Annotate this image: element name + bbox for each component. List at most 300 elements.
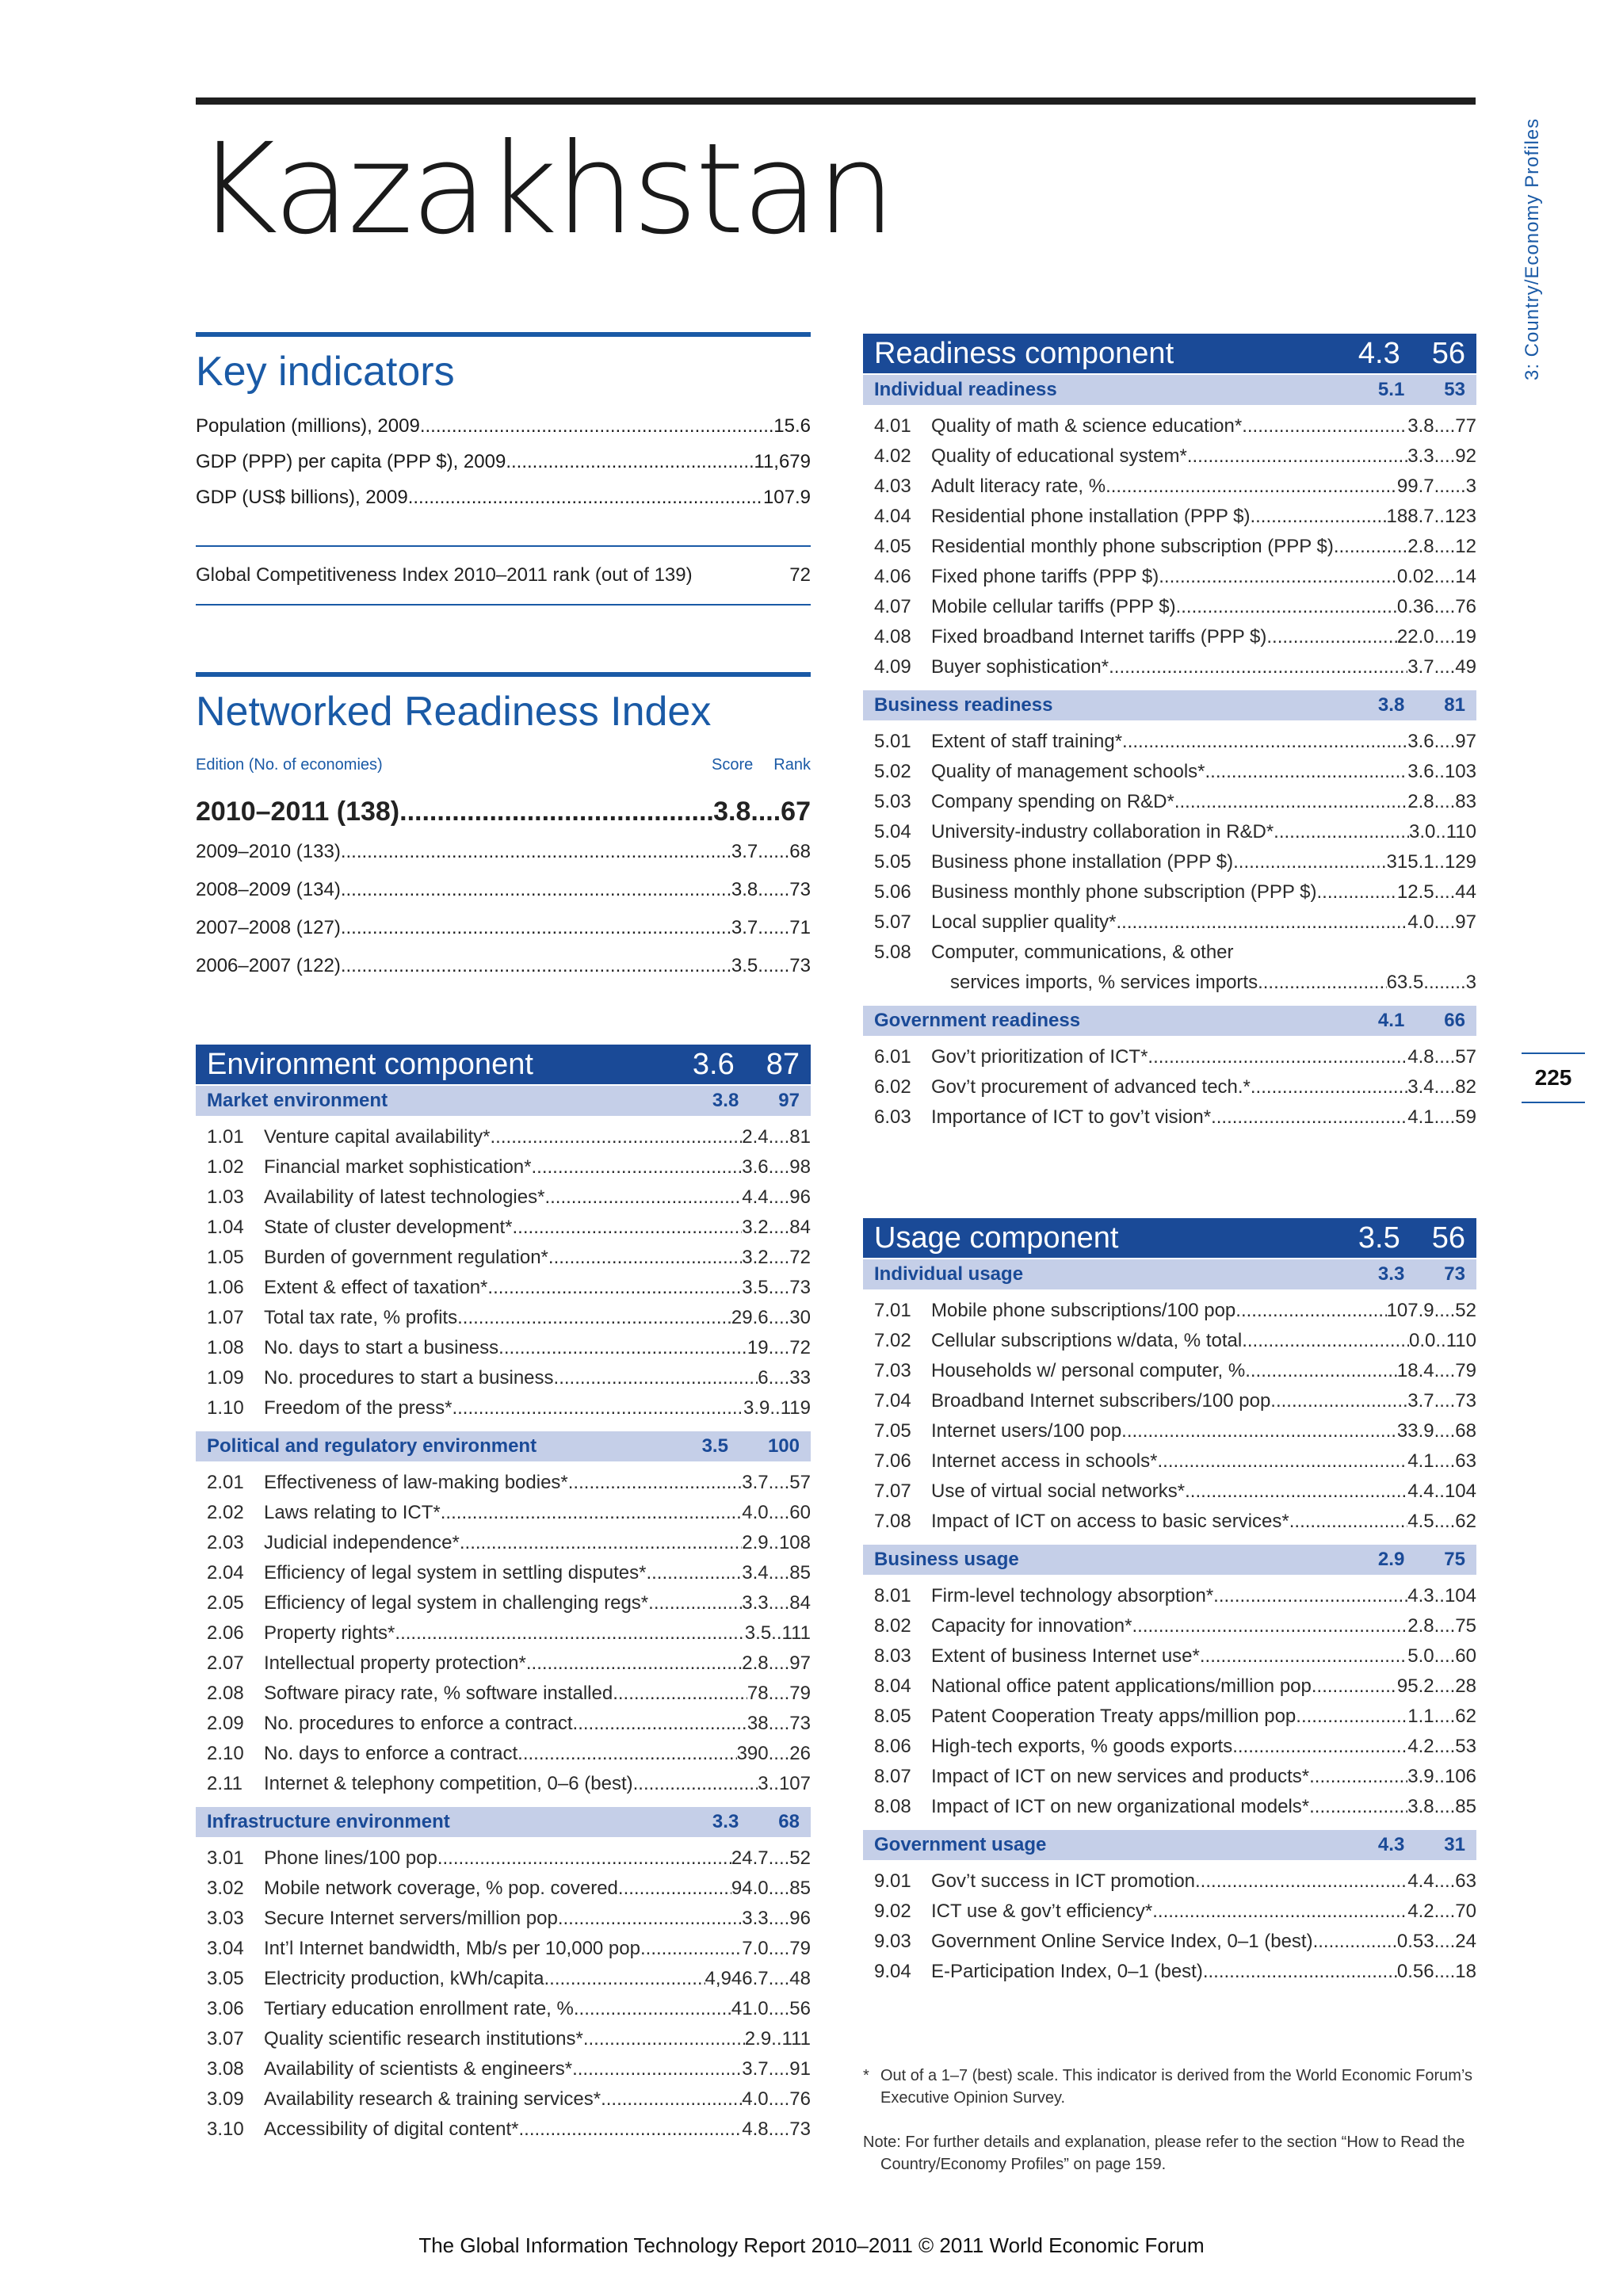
- indicator-score: 3.2: [742, 1217, 769, 1238]
- subindex-header: [863, 1830, 1476, 1860]
- indicator-rank: 24: [1455, 1931, 1476, 1952]
- indicator-label: University-industry collaboration in R&D*: [931, 821, 1274, 842]
- indicator-rank: 14: [1455, 566, 1476, 587]
- indicator-rank: 79: [789, 1683, 811, 1704]
- indicator-score: 3: [758, 1773, 769, 1794]
- indicator-score: 3.2: [742, 1247, 769, 1268]
- indicator-row: 1.03 Availability of latest technologies* ..... 4.4 .... 96: [196, 1182, 811, 1213]
- indicator-number: 3.08: [207, 2058, 244, 2080]
- indicator-label: High-tech exports, % goods exports: [931, 1736, 1233, 1757]
- indicator-rank: 33: [789, 1367, 811, 1389]
- indicator-row: 8.02 Capacity for innovation* ..... 2.8 .... 75: [863, 1611, 1476, 1641]
- indicator-score: 0.53: [1396, 1931, 1434, 1952]
- component-title: Readiness component: [874, 336, 1174, 370]
- indicator-label: Gov’t procurement of advanced tech.*: [931, 1076, 1251, 1098]
- indicator-number: 4.07: [874, 596, 911, 617]
- indicator-score: 3.7: [1407, 1390, 1434, 1412]
- indicator-label: Electricity production, kWh/capita: [264, 1968, 544, 1989]
- indicator-label: Accessibility of digital content*: [264, 2118, 519, 2140]
- indicator-score: 3.0: [1409, 821, 1436, 842]
- indicator-label: Extent & effect of taxation*: [264, 1277, 488, 1298]
- indicator-rank: 73: [789, 1277, 811, 1298]
- indicator-rank: 52: [1455, 1300, 1476, 1321]
- nri-history-row: 2006–2007 (122) ..... 3.5 ...... 73: [196, 947, 811, 985]
- indicator-score: 3.3: [742, 1908, 769, 1929]
- indicator-label: Venture capital availability*: [264, 1126, 491, 1148]
- indicator-rank: 79: [1455, 1360, 1476, 1381]
- indicator-number: 8.03: [874, 1645, 911, 1667]
- indicator-score: 315.1: [1386, 851, 1434, 873]
- indicator-label: Quality of educational system*: [931, 445, 1187, 467]
- indicator-row: 1.09 No. procedures to start a business ..... 6 .... 33: [196, 1363, 811, 1393]
- indicator-number: 2.09: [207, 1713, 244, 1734]
- indicator-label: Financial market sophistication*: [264, 1156, 532, 1178]
- indicator-row: 1.08 No. days to start a business ..... 19 .... 72: [196, 1333, 811, 1363]
- indicator-score: 2.8: [1407, 536, 1434, 557]
- indicator-score: 107.9: [1386, 1300, 1434, 1321]
- indicator-number: 7.02: [874, 1330, 911, 1351]
- indicator-score: 94.0: [731, 1878, 769, 1899]
- indicator-label: Gov’t success in ICT promotion: [931, 1870, 1196, 1892]
- indicator-label-continued: services imports, % services imports: [950, 972, 1258, 993]
- indicator-number: 1.04: [207, 1217, 244, 1238]
- indicator-label: Company spending on R&D*: [931, 791, 1174, 812]
- indicator-rank: 85: [789, 1562, 811, 1584]
- indicator-rank: 18: [1455, 1961, 1476, 1982]
- indicator-label: Efficiency of legal system in challenging regs*: [264, 1592, 649, 1614]
- indicator-number: 4.01: [874, 415, 911, 437]
- indicator-rank: 72: [789, 1247, 811, 1268]
- indicator-row: 1.07 Total tax rate, % profits ..... 29.6 .... 30: [196, 1303, 811, 1333]
- sidebar-label: 3: Country/Economy Profiles: [1522, 117, 1543, 380]
- indicator-rank: 57: [789, 1472, 811, 1493]
- indicator-number: 3.09: [207, 2088, 244, 2110]
- indicator-row: 7.02 Cellular subscriptions w/data, % total ..... 0.0 .. 110: [863, 1326, 1476, 1356]
- indicator-label: Impact of ICT on new organizational models*: [931, 1796, 1310, 1817]
- indicator-row: 4.08 Fixed broadband Internet tariffs (PPP $) ..... 22.0 .... 19: [863, 622, 1476, 652]
- indicator-number: 5.02: [874, 761, 911, 782]
- indicator-label: Secure Internet servers/million pop.: [264, 1908, 563, 1929]
- subindex-title: Individual usage: [874, 1263, 1024, 1285]
- indicator-label: Local supplier quality*: [931, 911, 1117, 933]
- indicator-row: 5.02 Quality of management schools* ..... 3.6 .. 103: [863, 757, 1476, 787]
- component-score: 4.3: [1358, 336, 1400, 370]
- indicator-rank: 48: [789, 1968, 811, 1989]
- indicator-score: 3.4: [1407, 1076, 1434, 1098]
- subindex-header: [196, 1086, 811, 1116]
- indicator-row: 2.08 Software piracy rate, % software installed ..... 78 .... 79: [196, 1679, 811, 1709]
- indicator-number: 5.08: [874, 942, 911, 963]
- indicator-row: 7.03 Households w/ personal computer, % ..... 18.4 .... 79: [863, 1356, 1476, 1386]
- indicator-label: Residential phone installation (PPP $): [931, 506, 1251, 527]
- indicator-row: 7.07 Use of virtual social networks* ..... 4.4 .. 104: [863, 1477, 1476, 1507]
- indicator-score: 3.8: [1407, 1796, 1434, 1817]
- indicator-row: 3.10 Accessibility of digital content* ..... 4.8 .... 73: [196, 2115, 811, 2145]
- indicator-number: 4.02: [874, 445, 911, 467]
- indicator-number: 3.10: [207, 2118, 244, 2140]
- key-indicators-list: [196, 408, 811, 515]
- indicator-row: 2.01 Effectiveness of law-making bodies* ..... 3.7 .... 57: [196, 1468, 811, 1498]
- page-title: Kazakhstan: [196, 117, 894, 262]
- component-score: 3.5: [1358, 1221, 1400, 1255]
- indicator-score: 0.0: [1409, 1330, 1436, 1351]
- indicator-score: 29.6: [731, 1307, 769, 1328]
- indicator-list: [196, 1116, 811, 1423]
- indicator-row: [863, 938, 1476, 968]
- indicator-label: Mobile phone subscriptions/100 pop.: [931, 1300, 1241, 1321]
- indicator-rank: 56: [789, 1998, 811, 2019]
- indicator-row: 8.08 Impact of ICT on new organizational models* ..... 3.8 .... 85: [863, 1792, 1476, 1822]
- section-sidebar: [1522, 95, 1553, 380]
- indicator-score: 4.2: [1407, 1901, 1434, 1922]
- col-edition: Edition (No. of economies): [196, 756, 383, 774]
- indicator-rank: 81: [789, 1126, 811, 1148]
- subindex-title: Government usage: [874, 1834, 1047, 1855]
- indicator-label: Fixed broadband Internet tariffs (PPP $): [931, 626, 1267, 648]
- indicator-number: 1.05: [207, 1247, 244, 1268]
- indicator-label: Int’l Internet bandwidth, Mb/s per 10,000 pop: [264, 1938, 640, 1959]
- indicator-row: 3.06 Tertiary education enrollment rate, % ..... 41.0 .... 56: [196, 1994, 811, 2024]
- indicator-label: Internet access in schools*: [931, 1450, 1158, 1472]
- subindex-score: 3.8: [1377, 694, 1405, 716]
- indicator-label: Internet users/100 pop.: [931, 1420, 1127, 1442]
- indicator-score: 4.1: [1407, 1106, 1434, 1128]
- subindex-header: [863, 1259, 1476, 1289]
- indicator-rank: 3: [1465, 972, 1476, 993]
- indicator-rank: 85: [789, 1878, 811, 1899]
- indicator-number: 7.01: [874, 1300, 911, 1321]
- subindex-title: Infrastructure environment: [207, 1811, 450, 1832]
- indicator-score: 4.4: [1407, 1480, 1434, 1502]
- indicator-rank: 63: [1455, 1870, 1476, 1892]
- indicator-label: Mobile cellular tariffs (PPP $): [931, 596, 1176, 617]
- indicator-score: 2.8: [1407, 791, 1434, 812]
- indicator-list: [863, 1575, 1476, 1822]
- indicator-label: National office patent applications/million pop: [931, 1675, 1312, 1697]
- indicator-number: 4.08: [874, 626, 911, 648]
- indicator-row: 9.02 ICT use & gov’t efficiency* ..... 4.2 .... 70: [863, 1897, 1476, 1927]
- indicator-row: Population (millions), 2009 ..... 15.6: [196, 408, 811, 444]
- nri-history-row: 2007–2008 (127) ..... 3.7 ...... 71: [196, 909, 811, 947]
- indicator-row: 3.01 Phone lines/100 pop. ..... 24.7 .... 52: [196, 1843, 811, 1874]
- indicator-row-continued: services imports, % services imports ..... 63.5 ........ 3: [863, 968, 1476, 998]
- indicator-label: Households w/ personal computer, %: [931, 1360, 1246, 1381]
- indicator-label: Quality of math & science education*: [931, 415, 1243, 437]
- notes: [863, 2065, 1476, 2176]
- indicator-number: 5.06: [874, 881, 911, 903]
- subindex-title: Political and regulatory environment: [207, 1435, 537, 1457]
- indicator-label: No. procedures to start a business: [264, 1367, 554, 1389]
- indicator-label: Intellectual property protection*: [264, 1652, 526, 1674]
- subindex-rank: 100: [767, 1435, 800, 1457]
- indicator-label: Buyer sophistication*: [931, 656, 1109, 678]
- indicator-row: 1.10 Freedom of the press* ..... 3.9 .. 119: [196, 1393, 811, 1423]
- subindex-header: [196, 1807, 811, 1837]
- indicator-rank: 104: [1444, 1585, 1476, 1606]
- indicator-rank: 79: [789, 1938, 811, 1959]
- indicator-row: 4.01 Quality of math & science education* ..... 3.8 .... 77: [863, 411, 1476, 441]
- indicator-label: Broadband Internet subscribers/100 pop.: [931, 1390, 1276, 1412]
- indicator-number: 3.02: [207, 1878, 244, 1899]
- indicator-rank: 83: [1455, 791, 1476, 812]
- nri-history-row: 2009–2010 (133) ..... 3.7 ...... 68: [196, 833, 811, 871]
- indicator-rank: 76: [789, 2088, 811, 2110]
- indicator-score: 2.4: [742, 1126, 769, 1148]
- indicator-row: 2.05 Efficiency of legal system in challenging regs* ..... 3.3 .... 84: [196, 1588, 811, 1618]
- indicator-label: Capacity for innovation*: [931, 1615, 1132, 1637]
- indicator-number: 1.10: [207, 1397, 244, 1419]
- component-rank: 56: [1431, 1221, 1465, 1255]
- indicator-label: Business phone installation (PPP $): [931, 851, 1234, 873]
- indicator-number: 2.06: [207, 1622, 244, 1644]
- indicator-score: 188.7: [1386, 506, 1434, 527]
- indicator-number: 8.05: [874, 1706, 911, 1727]
- indicator-score: 4,946.7: [705, 1968, 769, 1989]
- indicator-rank: 84: [789, 1217, 811, 1238]
- indicator-label: Cellular subscriptions w/data, % total: [931, 1330, 1243, 1351]
- indicator-rank: 26: [789, 1743, 811, 1764]
- indicator-label: Government Online Service Index, 0–1 (best): [931, 1931, 1313, 1952]
- indicator-label: Extent of business Internet use*: [931, 1645, 1200, 1667]
- indicator-number: 1.03: [207, 1186, 244, 1208]
- indicator-rank: 84: [789, 1592, 811, 1614]
- indicator-number: 2.08: [207, 1683, 244, 1704]
- indicator-label: Laws relating to ICT*: [264, 1502, 441, 1523]
- indicator-rank: 97: [1455, 911, 1476, 933]
- indicator-label: State of cluster development*: [264, 1217, 513, 1238]
- indicator-score: 5.0: [1407, 1645, 1434, 1667]
- indicator-score: 2.8: [742, 1652, 769, 1674]
- indicator-row: 6.02 Gov’t procurement of advanced tech.* ..... 3.4 .... 82: [863, 1072, 1476, 1102]
- indicator-row: 5.03 Company spending on R&D* ..... 2.8 .... 83: [863, 787, 1476, 817]
- indicator-score: 3.9: [1407, 1766, 1434, 1787]
- indicator-label: Availability of scientists & engineers*: [264, 2058, 573, 2080]
- section-rule: [196, 672, 811, 677]
- indicator-rank: 19: [1455, 626, 1476, 648]
- indicator-row: 2.03 Judicial independence* ..... 2.9 .. 108: [196, 1528, 811, 1558]
- indicator-score: 4.2: [1407, 1736, 1434, 1757]
- subindex-score: 3.3: [1377, 1263, 1405, 1285]
- indicator-label: Availability of latest technologies*: [264, 1186, 545, 1208]
- indicator-rank: 53: [1455, 1736, 1476, 1757]
- indicator-score: 4.0: [742, 1502, 769, 1523]
- indicator-label: Use of virtual social networks*: [931, 1480, 1186, 1502]
- indicator-label: Importance of ICT to gov’t vision*: [931, 1106, 1212, 1128]
- indicator-row: 8.06 High-tech exports, % goods exports ..... 4.2 .... 53: [863, 1732, 1476, 1762]
- indicator-list: [863, 1036, 1476, 1133]
- indicator-number: 3.04: [207, 1938, 244, 1959]
- indicator-label: E-Participation Index, 0–1 (best): [931, 1961, 1203, 1982]
- indicator-score: 3.6: [1407, 731, 1434, 752]
- indicator-row: 1.01 Venture capital availability* ..... 2.4 .... 81: [196, 1122, 811, 1152]
- indicator-number: 1.02: [207, 1156, 244, 1178]
- indicator-number: 6.01: [874, 1046, 911, 1068]
- subindex-score: 4.3: [1377, 1834, 1405, 1855]
- gci-label: Global Competitiveness Index 2010–2011 rank (out of 139): [196, 564, 693, 586]
- indicator-row: 2.04 Efficiency of legal system in settling disputes* ..... 3.4 .... 85: [196, 1558, 811, 1588]
- indicator-rank: 57: [1455, 1046, 1476, 1068]
- indicator-number: 8.02: [874, 1615, 911, 1637]
- subindex-rank: 81: [1444, 694, 1465, 716]
- indicator-score: 7.0: [742, 1938, 769, 1959]
- indicator-row: 2.09 No. procedures to enforce a contract ..... 38 .... 73: [196, 1709, 811, 1739]
- indicator-label: Freedom of the press*: [264, 1397, 453, 1419]
- indicator-number: 7.06: [874, 1450, 911, 1472]
- indicator-score: 4.8: [742, 2118, 769, 2140]
- page-number: 225: [1522, 1052, 1585, 1103]
- indicator-score: 3.9: [743, 1397, 770, 1419]
- nri-column-headers: [196, 756, 811, 774]
- indicator-row: 3.03 Secure Internet servers/million pop. ..... 3.3 .... 96: [196, 1904, 811, 1934]
- indicator-number: 1.01: [207, 1126, 244, 1148]
- gci-value: 72: [789, 564, 811, 586]
- indicator-label: Property rights*: [264, 1622, 395, 1644]
- indicator-score: 19: [747, 1337, 769, 1358]
- indicator-score: 4.5: [1407, 1511, 1434, 1532]
- indicator-number: 1.09: [207, 1367, 244, 1389]
- indicator-score: 22.0: [1396, 626, 1434, 648]
- readiness-component: [863, 334, 1476, 1133]
- indicator-number: 2.04: [207, 1562, 244, 1584]
- indicator-number: 3.06: [207, 1998, 244, 2019]
- component-rank: 87: [766, 1047, 800, 1081]
- indicator-number: 5.01: [874, 731, 911, 752]
- indicator-rank: 49: [1455, 656, 1476, 678]
- indicator-row: 4.02 Quality of educational system* ..... 3.3 .... 92: [863, 441, 1476, 472]
- indicator-label: No. days to enforce a contract: [264, 1743, 518, 1764]
- indicator-score: 2.9: [744, 2028, 772, 2050]
- indicator-rank: 97: [1455, 731, 1476, 752]
- indicator-rank: 60: [1455, 1645, 1476, 1667]
- indicator-number: 4.06: [874, 566, 911, 587]
- indicator-row: 4.06 Fixed phone tariffs (PPP $) ..... 0.02 .... 14: [863, 562, 1476, 592]
- indicator-number: 5.07: [874, 911, 911, 933]
- indicator-rank: 129: [1444, 851, 1476, 873]
- subindex-header: [196, 1431, 811, 1461]
- indicator-row: 2.06 Property rights* ..... 3.5 .. 111: [196, 1618, 811, 1648]
- indicator-rank: 111: [781, 2028, 811, 2050]
- indicator-row: 9.03 Government Online Service Index, 0–1 (best) ..... 0.53 .... 24: [863, 1927, 1476, 1957]
- subindex-rank: 53: [1444, 379, 1465, 400]
- indicator-row: 5.06 Business monthly phone subscription (PPP $) ..... 12.5 .... 44: [863, 877, 1476, 907]
- section-rule: [196, 332, 811, 337]
- footer: The Global Information Technology Report 2010–2011 © 2011 World Economic Forum: [418, 2233, 1205, 2257]
- indicator-score: 6: [758, 1367, 769, 1389]
- indicator-number: 4.05: [874, 536, 911, 557]
- indicator-number: 2.07: [207, 1652, 244, 1674]
- subindex-score: 3.8: [712, 1090, 739, 1111]
- subindex-header: [863, 690, 1476, 720]
- indicator-row: 7.01 Mobile phone subscriptions/100 pop. ..... 107.9 .... 52: [863, 1296, 1476, 1326]
- indicator-row: 2.11 Internet & telephony competition, 0–6 (best) ..... 3 .. 107: [196, 1769, 811, 1799]
- indicator-score: 0.36: [1396, 596, 1434, 617]
- indicator-score: 24.7: [731, 1847, 769, 1869]
- indicator-number: 8.07: [874, 1766, 911, 1787]
- indicator-score: 3.3: [1407, 445, 1434, 467]
- indicator-label: Software piracy rate, % software installed: [264, 1683, 613, 1704]
- subindex-rank: 97: [778, 1090, 800, 1111]
- indicator-list: [863, 1860, 1476, 1987]
- indicator-rank: 75: [1455, 1615, 1476, 1637]
- component-rank: 56: [1431, 336, 1465, 370]
- subindex-rank: 73: [1444, 1263, 1465, 1285]
- col-rank: Rank: [773, 756, 811, 774]
- indicator-label: No. procedures to enforce a contract: [264, 1713, 573, 1734]
- subindex-score: 2.9: [1377, 1549, 1405, 1570]
- component-score: 3.6: [692, 1047, 735, 1081]
- indicator-rank: 68: [1455, 1420, 1476, 1442]
- indicator-row: 2.10 No. days to enforce a contract ..... 390 .... 26: [196, 1739, 811, 1769]
- indicator-score: 78: [747, 1683, 769, 1704]
- indicator-label: Computer, communications, & other: [931, 942, 1234, 963]
- indicator-label: No. days to start a business: [264, 1337, 499, 1358]
- indicator-number: 3.01: [207, 1847, 244, 1869]
- subindex-score: 4.1: [1377, 1010, 1405, 1031]
- indicator-row: 4.04 Residential phone installation (PPP $) ..... 188.7 .. 123: [863, 502, 1476, 532]
- indicator-row: 3.02 Mobile network coverage, % pop. covered ..... 94.0 .... 85: [196, 1874, 811, 1904]
- indicator-number: 4.09: [874, 656, 911, 678]
- indicator-label: Efficiency of legal system in settling disputes*: [264, 1562, 647, 1584]
- indicator-score: 2.9: [742, 1532, 769, 1553]
- indicator-number: 1.06: [207, 1277, 244, 1298]
- subindex-rank: 31: [1444, 1834, 1465, 1855]
- indicator-rank: 52: [789, 1847, 811, 1869]
- footnote-star: * Out of a 1–7 (best) scale. This indicator is derived from the World Economic Forum’s Executive Opinion Survey.: [863, 2067, 1472, 2107]
- subindex-header: [863, 1545, 1476, 1575]
- indicator-rank: 76: [1455, 596, 1476, 617]
- indicator-label: Availability research & training services*: [264, 2088, 601, 2110]
- indicator-label: Impact of ICT on access to basic services*: [931, 1511, 1289, 1532]
- indicator-label: Patent Cooperation Treaty apps/million pop: [931, 1706, 1296, 1727]
- indicator-row: 2.02 Laws relating to ICT* ..... 4.0 .... 60: [196, 1498, 811, 1528]
- usage-component: [863, 1218, 1476, 1987]
- indicator-number: 1.08: [207, 1337, 244, 1358]
- subindex-score: 5.1: [1377, 379, 1405, 400]
- indicator-label: Impact of ICT on new services and products*: [931, 1766, 1310, 1787]
- indicator-rank: 96: [789, 1908, 811, 1929]
- indicator-score: 0.56: [1396, 1961, 1434, 1982]
- indicator-score: 4.4: [742, 1186, 769, 1208]
- indicator-score: 4.0: [1407, 911, 1434, 933]
- indicator-score: 3.6: [742, 1156, 769, 1178]
- indicator-number: 2.10: [207, 1743, 244, 1764]
- indicator-number: 5.05: [874, 851, 911, 873]
- indicator-score: 3.6: [1407, 761, 1434, 782]
- indicator-row: 8.05 Patent Cooperation Treaty apps/million pop ..... 1.1 .... 62: [863, 1702, 1476, 1732]
- indicator-row: 4.03 Adult literacy rate, % ..... 99.7 ...... 3: [863, 472, 1476, 502]
- indicator-rank: 104: [1444, 1480, 1476, 1502]
- indicator-rank: 73: [789, 1713, 811, 1734]
- indicator-row: 7.08 Impact of ICT on access to basic services* ..... 4.5 .... 62: [863, 1507, 1476, 1537]
- indicator-row: 4.07 Mobile cellular tariffs (PPP $) ..... 0.36 .... 76: [863, 592, 1476, 622]
- indicator-rank: 119: [780, 1397, 811, 1419]
- indicator-rank: 30: [789, 1307, 811, 1328]
- subindex-title: Individual readiness: [874, 379, 1057, 400]
- indicator-score: 1.1: [1407, 1706, 1434, 1727]
- indicator-number: 6.03: [874, 1106, 911, 1128]
- indicator-row: 7.06 Internet access in schools* ..... 4.1 .... 63: [863, 1446, 1476, 1477]
- indicator-number: 3.05: [207, 1968, 244, 1989]
- indicator-rank: 28: [1455, 1675, 1476, 1697]
- indicator-row: 1.04 State of cluster development* ..... 3.2 .... 84: [196, 1213, 811, 1243]
- indicator-score: 390: [736, 1743, 769, 1764]
- indicator-label: Quality of management schools*: [931, 761, 1205, 782]
- indicator-rank: 3: [1465, 476, 1476, 497]
- indicator-rank: 107: [778, 1773, 811, 1794]
- indicator-label: Fixed phone tariffs (PPP $): [931, 566, 1159, 587]
- indicator-row: 8.07 Impact of ICT on new services and products* ..... 3.9 .. 106: [863, 1762, 1476, 1792]
- indicator-score: 3.4: [742, 1562, 769, 1584]
